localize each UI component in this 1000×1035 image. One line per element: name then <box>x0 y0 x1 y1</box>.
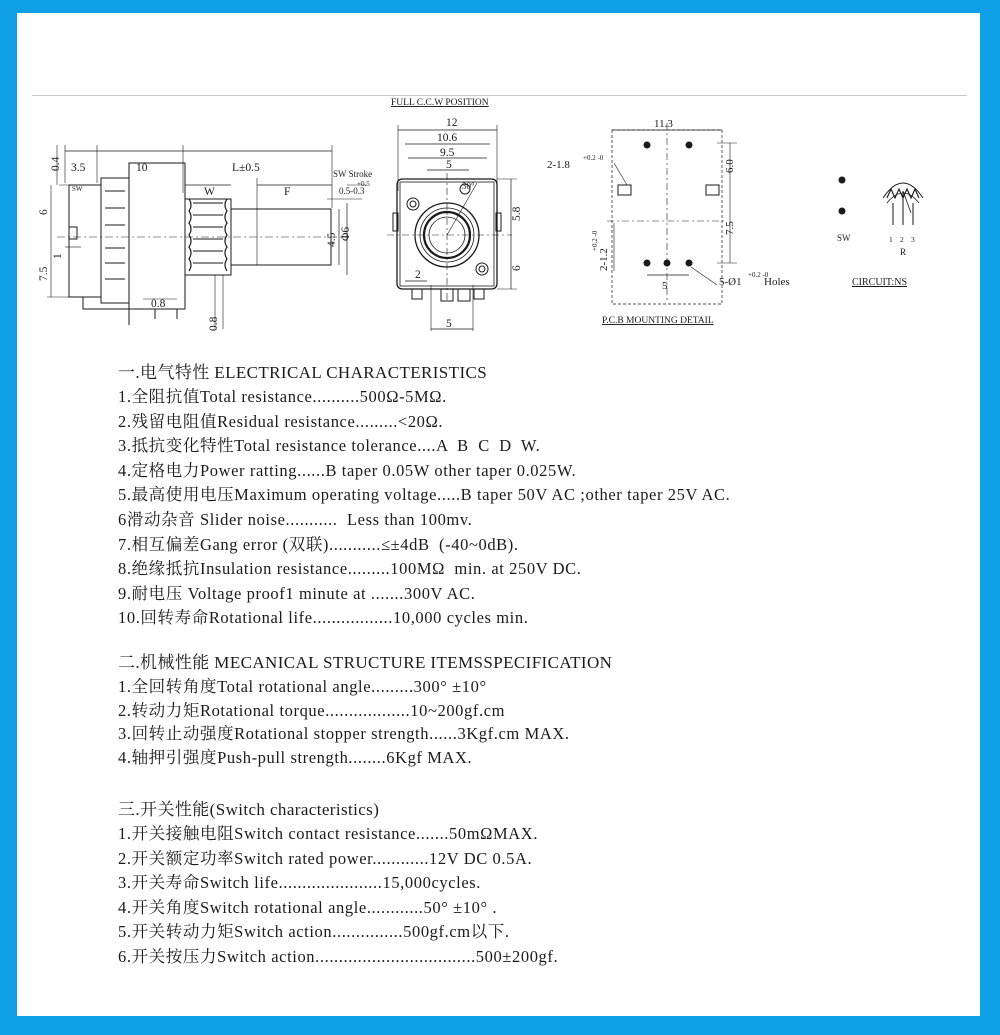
circuit-title: CIRCUIT:NS <box>852 277 908 288</box>
dim-4-5: 4.5 <box>326 232 338 247</box>
section-title: 一.电气特性 ELECTRICAL CHARACTERISTICS <box>118 363 488 382</box>
mechanical-structure-section <box>118 650 612 769</box>
pcb-detail-title: P.C.B MOUNTING DETAIL <box>602 316 714 326</box>
dim-10-6: 10.6 <box>437 132 458 144</box>
spec-line: 1.开关接触电阻Switch contact resistance.......50mΩMAX. <box>118 824 539 843</box>
dim-3-5: 3.5 <box>71 162 86 174</box>
spec-line: 9.耐电压 Voltage proof1 minute at .......300V AC. <box>118 583 476 603</box>
circuit-diagram <box>839 177 923 225</box>
holes-tol: +0.2 -0 <box>748 271 769 279</box>
circuit-labels <box>837 233 915 288</box>
spec-line: 6.开关按压力Switch action..................................500±200gf. <box>118 946 559 966</box>
pcb-detail-labels <box>547 118 790 326</box>
side-view-labels <box>38 156 372 331</box>
circuit-pin-2: 2 <box>900 235 904 244</box>
dim-5-bottom: 5 <box>446 318 452 330</box>
dim-5-pcb: 5 <box>662 280 668 292</box>
sw-stroke-tol-plus: +0.5 <box>357 180 370 188</box>
dim-6-0: 6.0 <box>724 159 736 173</box>
dim-0-8-a: 0.8 <box>151 298 166 310</box>
dim-0-4: 0.4 <box>50 156 62 171</box>
spec-line: 1.全阻抗值Total resistance..........500Ω-5MΩ. <box>118 387 447 406</box>
spec-line: 8.绝缘抵抗Insulation resistance.........100MΩ min. at 250V DC. <box>118 559 582 579</box>
spec-line: 4.定格电力Power ratting......B taper 0.05W other taper 0.025W. <box>118 460 577 480</box>
circuit-pin-1: 1 <box>889 235 893 244</box>
side-view-drawing <box>47 145 367 329</box>
spec-line: 3.抵抗变化特性Total resistance tolerance....A B C D W. <box>118 436 541 456</box>
dim-5-8: 5.8 <box>511 206 523 221</box>
electrical-characteristics-section <box>118 360 730 631</box>
angle-30: 30° <box>462 181 475 191</box>
dim-2-1-2: 2-1.2 <box>598 248 610 271</box>
dim-12: 12 <box>446 117 458 129</box>
dim-10: 10 <box>136 162 148 174</box>
tol-1-8: +0.2 -0 <box>583 154 604 162</box>
dim-9-5: 9.5 <box>440 147 455 159</box>
spec-line: 2.开关额定功率Switch rated power............12V DC 0.5A. <box>118 848 533 868</box>
spec-line: 5.开关转动力矩Switch action...............500gf.cm以下. <box>118 922 510 942</box>
section-title: 三.开关性能(Switch characteristics) <box>118 800 380 819</box>
dim-0-8-b: 0.8 <box>208 316 220 331</box>
spec-line: 7.相互偏差Gang error (双联)...........≤±4dB (-40~0dB). <box>118 534 519 554</box>
dim-L: L±0.5 <box>232 162 260 174</box>
technical-drawings <box>17 13 980 353</box>
spec-line: 4.轴押引强度Push-pull strength........6Kgf MAX. <box>118 747 473 767</box>
circuit-sw-label: SW <box>837 233 851 243</box>
holes-count: 5-Ø1 <box>719 276 742 288</box>
sw-terminal-label: SW <box>72 185 83 193</box>
tol-1-2: +0.2 -0 <box>591 230 599 251</box>
circuit-r-label: R <box>900 247 907 257</box>
spec-line: 1.全回转角度Total rotational angle.........300° ±10° <box>118 677 487 696</box>
spec-line: 10.回转寿命Rotational life.................10,000 cycles min. <box>118 608 529 628</box>
sw-stroke-label: SW Stroke <box>333 169 373 179</box>
spec-line: 6滑动杂音 Slider noise........... Less than 100mv. <box>118 509 473 529</box>
spec-line: 3.回转止动强度Rotational stopper strength......3Kgf.cm MAX. <box>118 724 570 743</box>
spec-line: 4.开关角度Switch rotational angle............50° ±10° . <box>118 897 498 917</box>
circuit-pin-3: 3 <box>911 235 915 244</box>
dim-5-top: 5 <box>446 159 452 171</box>
dim-W: W <box>204 186 215 198</box>
spec-line: 5.最高使用电压Maximum operating voltage.....B taper 50V AC ;other taper 25V AC. <box>118 485 731 505</box>
spec-line: 2.转动力矩Rotational torque..................10~200gf.cm <box>118 700 506 720</box>
pcb-detail-drawing <box>607 123 737 304</box>
holes-word: Holes <box>764 276 790 288</box>
dim-2: 2 <box>415 269 421 281</box>
spec-line: 3.开关寿命Switch life......................15,000cycles. <box>118 873 481 893</box>
dim-6-front: 6 <box>511 265 523 271</box>
dim-7-5: 7.5 <box>38 266 50 281</box>
dim-11-3: 11.3 <box>654 118 673 130</box>
spec-line: 2.残留电阻值Residual resistance.........<20Ω. <box>118 411 444 431</box>
dim-2-1-8: 2-1.8 <box>547 159 570 171</box>
front-view-title: FULL C.C.W POSITION <box>391 98 489 108</box>
sw-stroke-value: 0.5-0.3 <box>339 186 365 196</box>
switch-characteristics-section <box>118 797 558 970</box>
dim-7-5-pcb: 7.5 <box>724 221 736 235</box>
section-title: 二.机械性能 MECANICAL STRUCTURE ITEMSSPECIFICATION <box>118 653 613 672</box>
dim-F: F <box>284 186 291 198</box>
dim-phi-6: Φ6 <box>340 226 352 241</box>
dim-1: 1 <box>52 253 64 259</box>
dim-6: 6 <box>38 209 50 215</box>
datasheet-sheet <box>17 13 980 1016</box>
